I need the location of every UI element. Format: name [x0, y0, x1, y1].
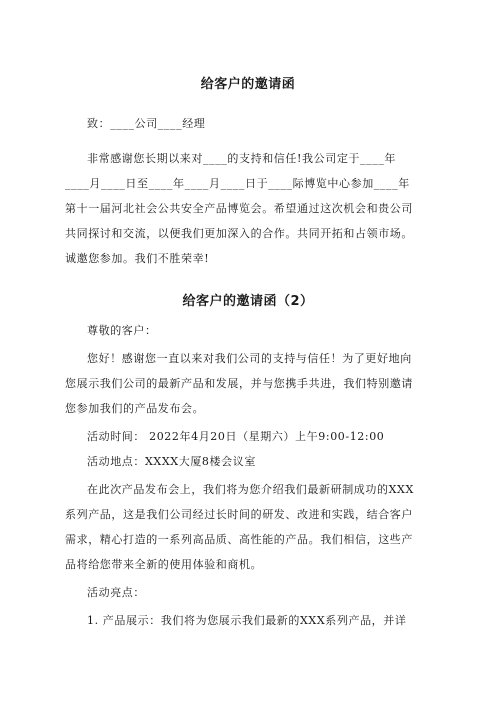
letter2-paragraph-line: 需求，精心打造的一系列高品质、高性能的产品。我们相信，这些产 — [65, 533, 413, 546]
letter1-line: 非常感谢您长期以来对____的支持和信任!我公司定于____年 — [87, 152, 397, 165]
letter2-paragraph-line: 在此次产品发布会上，我们将为您介绍我们最新研制成功的XXX — [87, 483, 414, 496]
highlight-item: 1. 产品展示：我们将为您展示我们最新的XXX系列产品，并详 — [87, 614, 407, 627]
letter2-salutation: 尊敬的客户： — [87, 324, 157, 337]
letter1-line: 第十一届河北社会公共安全产品博览会。希望通过这次机会和贵公司 — [65, 202, 413, 215]
letter2-title: 给客户的邀请函（2） — [182, 294, 314, 309]
letter2-paragraph-line: 品将给您带来全新的使用体验和商机。 — [65, 558, 263, 571]
highlights-label: 活动亮点： — [87, 586, 145, 599]
letter1-salutation: 致：____公司____经理 — [87, 117, 206, 130]
letter1-line: ____月____日至____年____月____日于____际博览中心参加____年 — [65, 177, 410, 190]
letter2-paragraph-line: 您参加我们的产品发布会。 — [65, 402, 205, 415]
letter2-paragraph-line: 系列产品，这是我们公司经过长时间的研发、改进和实践，结合客户 — [65, 508, 413, 521]
letter2-paragraph-line: 您展示我们公司的最新产品和发展，并与您携手共进，我们特别邀请 — [65, 377, 413, 390]
event-time: 活动时间： 2022年4月20日（星期六）上午9:00-12:00 — [87, 430, 385, 443]
letter1-title: 给客户的邀请函 — [200, 77, 296, 92]
event-place: 活动地点：XXXX大厦8楼会议室 — [87, 455, 256, 468]
letter1-line: 诚邀您参加。我们不胜荣幸! — [65, 252, 210, 265]
letter2-paragraph-line: 您好！感谢您一直以来对我们公司的支持与信任！为了更好地向 — [87, 352, 412, 365]
letter1-line: 共同探讨和交流，以便我们更加深入的合作。共同开拓和占领市场。 — [65, 227, 413, 240]
